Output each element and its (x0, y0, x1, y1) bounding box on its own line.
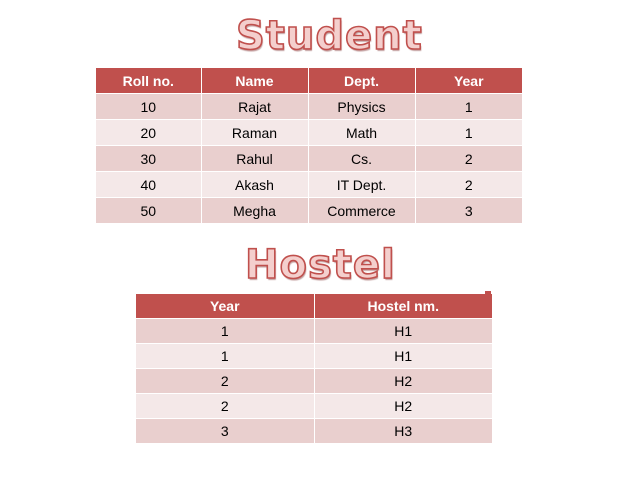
column-header-dept: Dept. (308, 68, 415, 94)
table-row (96, 172, 522, 198)
student-header-row (96, 68, 522, 94)
table-row (136, 419, 492, 444)
year-cell: 1 (415, 120, 522, 146)
dept-cell: Math (308, 120, 415, 146)
hostel-table (136, 294, 492, 444)
dept-cell: Cs. (308, 146, 415, 172)
hostel-nm-cell: H3 (314, 419, 492, 444)
year-cell: 3 (415, 198, 522, 224)
student-title: Student (236, 13, 423, 59)
column-header-hostel-nm: Hostel nm. (314, 294, 492, 319)
student-table (96, 68, 522, 224)
year-cell: 1 (136, 344, 314, 369)
name-cell: Megha (201, 198, 308, 224)
table-row (136, 394, 492, 419)
year-cell: 3 (136, 419, 314, 444)
hostel-nm-cell: H1 (314, 319, 492, 344)
year-cell: 2 (136, 369, 314, 394)
dept-cell: Commerce (308, 198, 415, 224)
year-cell: 2 (136, 394, 314, 419)
table-row (136, 369, 492, 394)
column-header-name: Name (201, 68, 308, 94)
table-row (96, 94, 522, 120)
name-cell: Rahul (201, 146, 308, 172)
column-header-roll-no: Roll no. (96, 68, 201, 94)
year-cell: 2 (415, 172, 522, 198)
roll-no-cell: 50 (96, 198, 201, 224)
roll-no-cell: 20 (96, 120, 201, 146)
roll-no-cell: 10 (96, 94, 201, 120)
hostel-header-row (136, 294, 492, 319)
roll-no-cell: 40 (96, 172, 201, 198)
year-cell: 2 (415, 146, 522, 172)
dept-cell: Physics (308, 94, 415, 120)
year-cell: 1 (415, 94, 522, 120)
hostel-nm-cell: H1 (314, 344, 492, 369)
hostel-nm-cell: H2 (314, 369, 492, 394)
year-cell: 1 (136, 319, 314, 344)
hostel-title: Hostel (245, 242, 396, 288)
table-row (136, 344, 492, 369)
table-row (96, 120, 522, 146)
table-row (96, 146, 522, 172)
table-row (96, 198, 522, 224)
name-cell: Rajat (201, 94, 308, 120)
table-row (136, 319, 492, 344)
dept-cell: IT Dept. (308, 172, 415, 198)
name-cell: Akash (201, 172, 308, 198)
roll-no-cell: 30 (96, 146, 201, 172)
column-header-year: Year (415, 68, 522, 94)
name-cell: Raman (201, 120, 308, 146)
column-header-year: Year (136, 294, 314, 319)
hostel-nm-cell: H2 (314, 394, 492, 419)
